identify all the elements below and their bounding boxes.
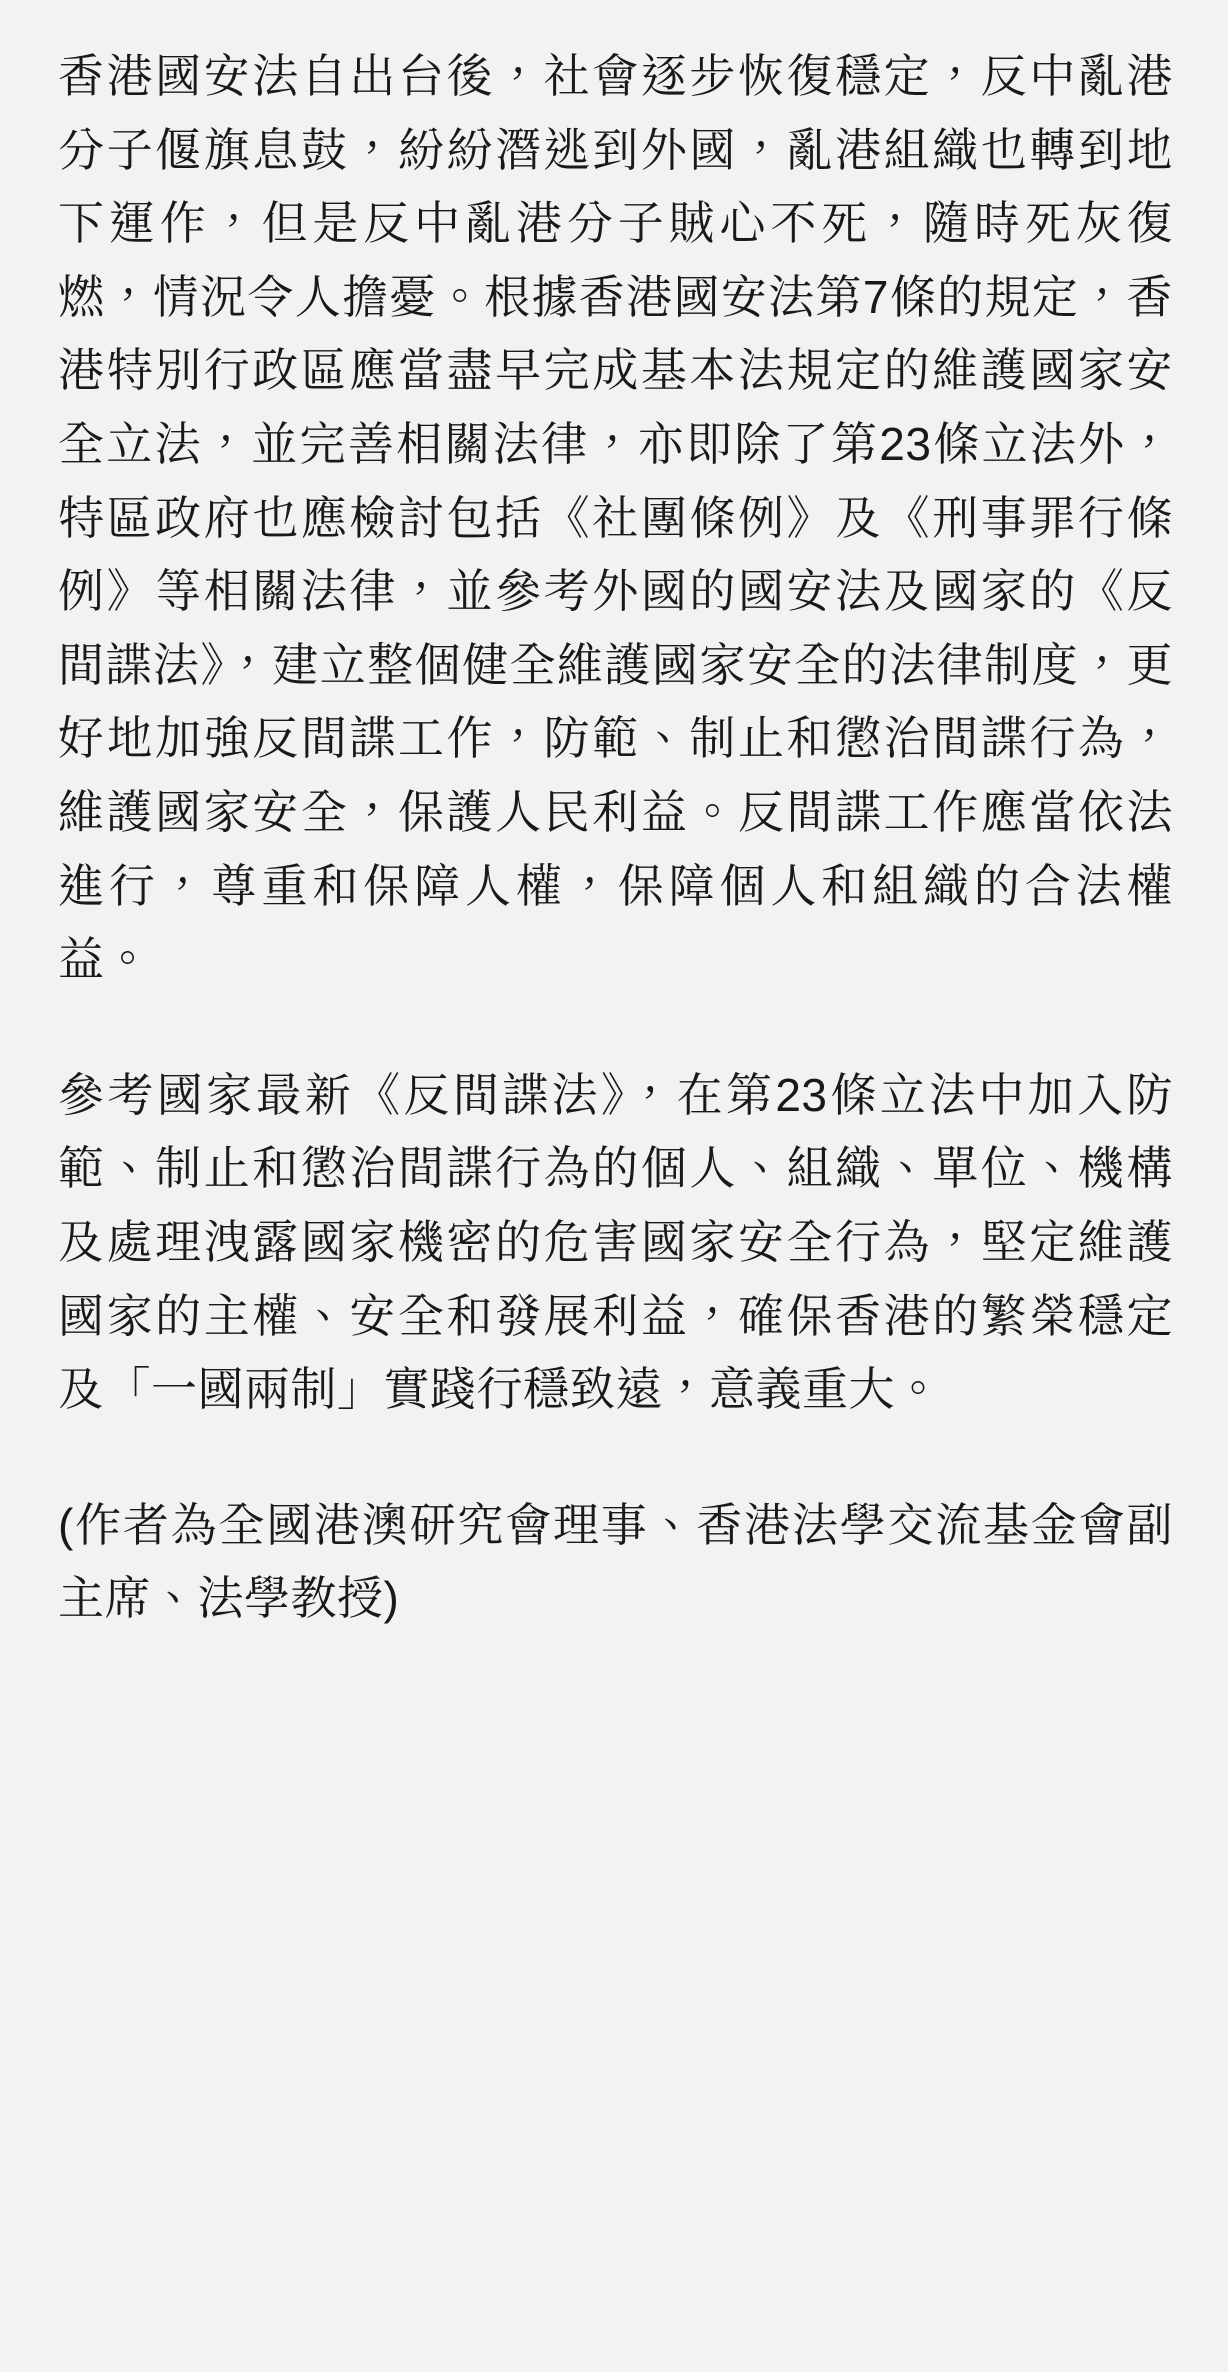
article-paragraph-2: 參考國家最新《反間諜法》，在第23條立法中加入防範、制止和懲治間諜行為的個人、組織、單位、機構及處理洩露國家機密的危害國家安全行為，堅定維護國家的主權、安全和發展利益，確保香港的繁榮穩定及「一國兩制」實踐行穩致遠，意義重大。 xyxy=(58,1068,1173,1416)
article-author-note: (作者為全國港澳研究會理事、香港法學交流基金會副主席、法學教授) xyxy=(58,1498,1173,1625)
article-paragraph-1: 香港國安法自出台後，社會逐步恢復穩定，反中亂港分子偃旗息鼓，紛紛潛逃到外國，亂港組織也轉到地下運作，但是反中亂港分子賊心不死，隨時死灰復燃，情況令人擔憂。根據香港國安法第7條的規定，香港特別行政區應當盡早完成基本法規定的維護國家安全立法，並完善相關法律，亦即除了第23條立法外，特區政府也應檢討包括《社團條例》及《刑事罪行條例》等相關法律，並參考外國的國安法及國家的《反間諜法》，建立整個健全維護國家安全的法律制度，更好地加強反間諜工作，防範、制止和懲治間諜行為，維護國家安全，保護人民利益。反間諜工作應當依法進行，尊重和保障人權，保障個人和組織的合法權益。 xyxy=(58,50,1173,986)
